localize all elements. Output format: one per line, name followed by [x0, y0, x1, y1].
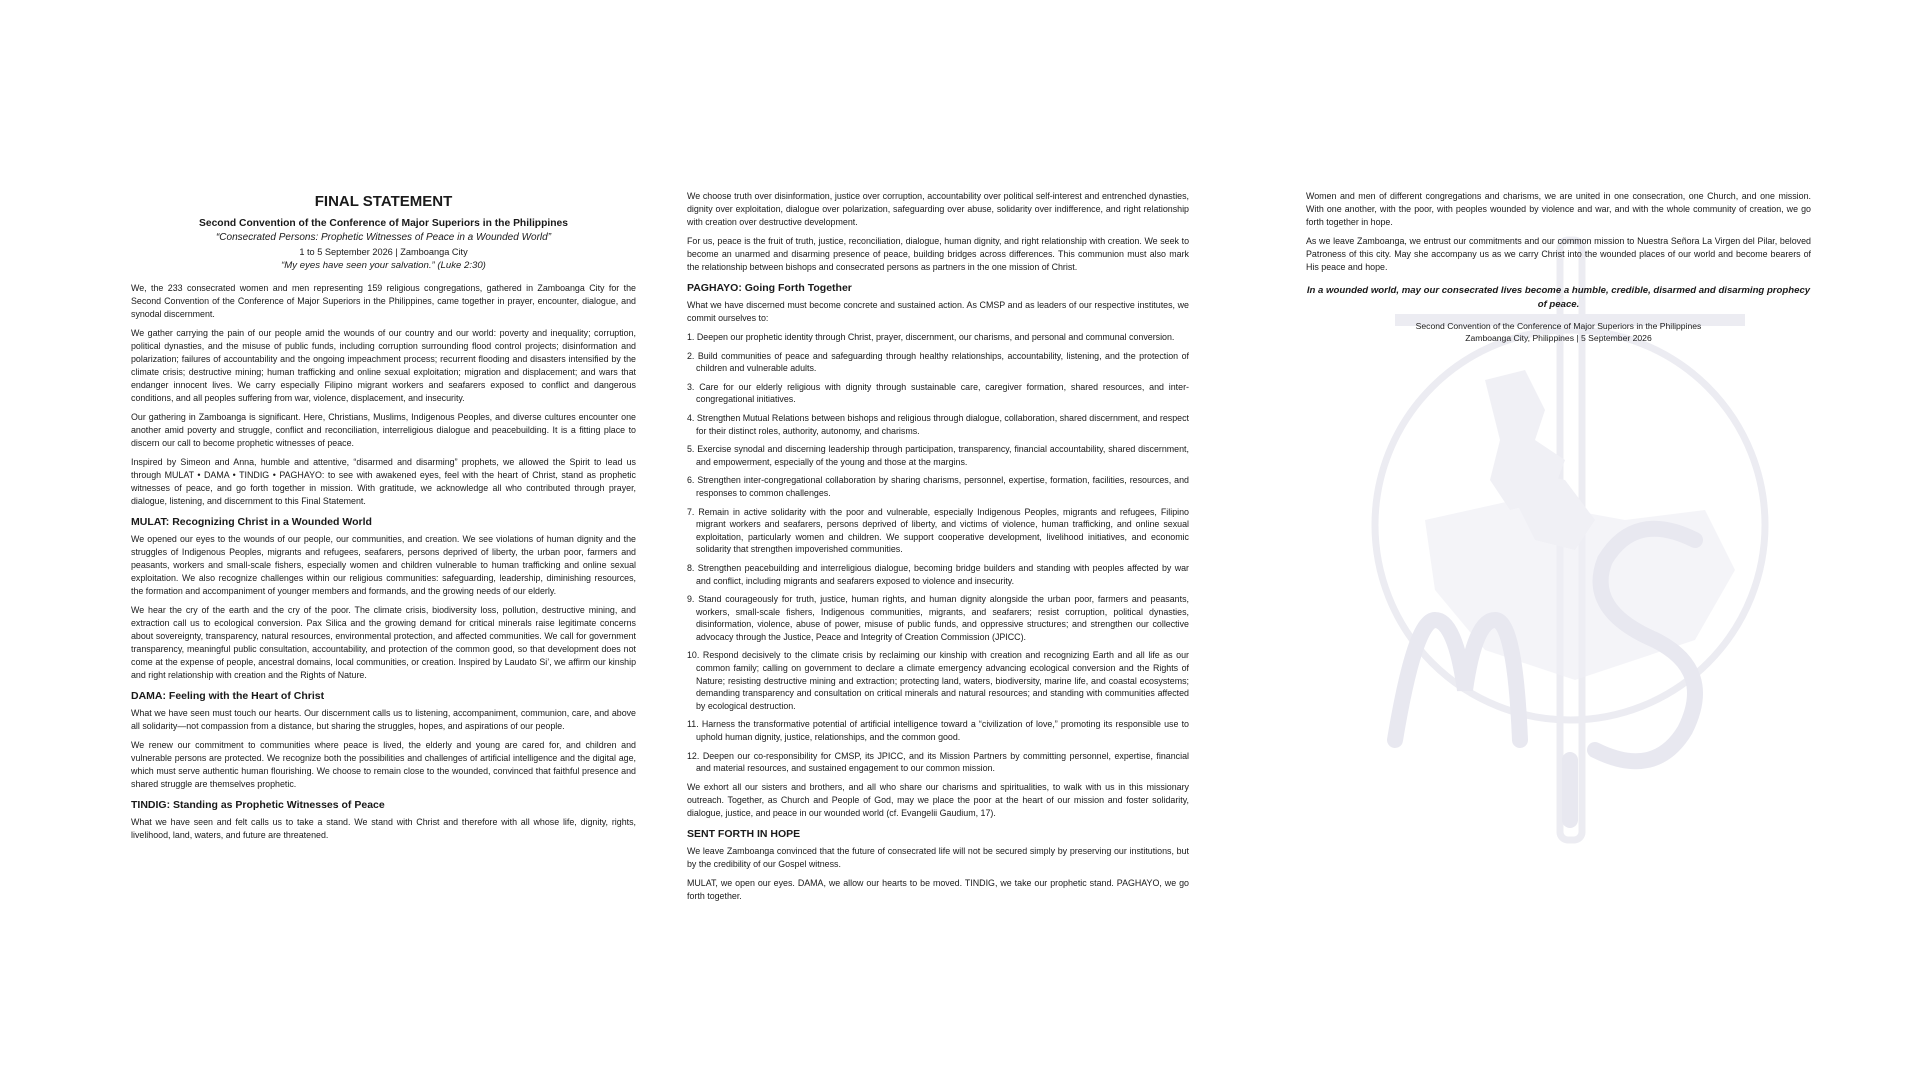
commitment-item: 2. Build communities of peace and safeguarding through healthy relationships, accountability, listening, and the protection of children and vulnerable adults.: [687, 350, 1189, 374]
commitment-item: 3. Care for our elderly religious with dignity through sustainable care, caregiver formation, shared resources, and inter-congregational initiatives.: [687, 381, 1189, 405]
convention-dates: 1 to 5 September 2026 | Zamboanga City: [299, 247, 468, 257]
document-title: FINAL STATEMENT: [314, 193, 453, 210]
paghayo-intro: What we have discerned must become concrete and sustained action. As CMSP and as leaders of our respective institutes, we commit ourselves to:: [687, 300, 1189, 323]
tindig-continued-paragraph: We choose truth over disinformation, justice over corruption, accountability over political self-interest and entrenched dynasties, dignity over exploitation, dialogue over polarization, safeguarding over abuse, solidarity over indifference, and right relationship with creation over destructive development.: [687, 191, 1189, 227]
commitment-item: 9. Stand courageously for truth, justice, human rights, and human dignity alongside the urban poor, farmers and peasants, workers, small-scale fishers, Indigenous communities, migrants, and seafarers; resist corruption, political dynasties, disinformation, violence, abuse of power, misuse of public funds, and oppressive structures; and strengthen our collective advocacy through the Justice, Peace and Integrity of Creation Commission (JPICC).: [687, 594, 1189, 642]
section-heading-paghayo: PAGHAYO: Going Forth Together: [687, 282, 852, 294]
page-3: [1306, 190, 1811, 344]
mulat-paragraph: We hear the cry of the earth and the cry of the poor. The climate crisis, biodiversity loss, pollution, destructive mining, and extraction call us to ecological conversion. Pax Silica and the growing demand for critical minerals raise legitimate concerns about sovereignty, transparency, natural resources, environmental protection, and affected communities. We call for government transparency, meaningful public consultation, accountability, and protection of the common good, so that development does not come at the expense of people, ancestral domains, local communities, or creation. Inspired by Laudato Si’, we affirm our kinship and right relationship with creation and the Rights of Nature.: [131, 605, 636, 680]
mulat-paragraph: We opened our eyes to the wounds of our people, our communities, and creation. We see violations of human dignity and the struggles of Indigenous Peoples, migrants and refugees, seafarers, persons deprived of liberty, the urban poor, farmers and peasants, workers and small-scale fishers, especially women and children vulnerable to human trafficking and online sexual exploitation. We also recognize challenges within our religious communities: safeguarding, leadership, diminishing resources, the formation and accompaniment of younger members and formands, and the growing needs of our elderly.: [131, 534, 636, 596]
commitment-item: 4. Strengthen Mutual Relations between bishops and religious through dialogue, collaboration, shared discernment, and respect for their distinct roles, authority, autonomy, and charisms.: [687, 412, 1189, 436]
intro-paragraph: We gather carrying the pain of our people amid the wounds of our country and our world: poverty and inequality; corruption, political dynasties, and the misuse of public funds, including corruption surrounding flood control projects; disinformation and polarization; failures of accountability and the ongoing impeachment process; recurrent flooding and disasters intensified by the climate crisis; destructive mining; human trafficking and online sexual exploitation; migration and displacement; and wars that endanger innocent lives. We carry especially Filipino migrant workers and seafarers exposed to conflict and dangerous conditions, and all peoples suffering from war, violence, displacement, and insecurity.: [131, 328, 636, 403]
section-heading-tindig: TINDIG: Standing as Prophetic Witnesses of Peace: [131, 799, 385, 811]
header-block: [131, 193, 636, 273]
commitment-item: 11. Harness the transformative potential of artificial intelligence toward a “civilization of love,” promoting its responsible use to uphold human dignity, justice, relationships, and the common good.: [687, 719, 1189, 743]
section-heading-sent-forth: SENT FORTH IN HOPE: [687, 827, 801, 840]
commitment-item: 10. Respond decisively to the climate crisis by reclaiming our kinship with creation and recognizing Earth and all life as our common family; calling on government to declare a climate emergency advancing ecological conversion and the Rights of Nature; resisting destructive mining and extraction; protecting land, waters, biodiversity, marine life, and coastal ecosystems; demanding transparency and consultation on critical minerals and natural resources; and standing with communities affected by ecological destruction.: [687, 650, 1189, 711]
exhortation-paragraph: We exhort all our sisters and brothers, and all who share our charisms and spiritualities, to walk with us in this missionary outreach. Together, as Church and People of God, may we place the poor at the heart of our mission and foster solidarity, dialogue, justice, and peace in our wounded world (cf. Evangelii Gaudium, 17).: [687, 781, 1189, 818]
intro-paragraph: We, the 233 consecrated women and men representing 159 religious congregations, gathered in Zamboanga City for the Second Convention of the Conference of Major Superiors in the Philippines, came together in prayer, encounter, dialogue, and synodal discernment.: [131, 283, 636, 319]
document-subtitle: Second Convention of the Conference of Major Superiors in the Philippines: [198, 218, 568, 229]
intro-paragraph: Our gathering in Zamboanga is significant. Here, Christians, Muslims, Indigenous Peoples, and diverse cultures encounter one another amid poverty and struggle, conflict and reconciliation, interreligious dialogue and peacebuilding. It is a fitting place to discern our call to become prophetic witnesses of peace.: [131, 412, 636, 448]
signature-place-date: Zamboanga City, Philippines | 5 September 2026: [1465, 332, 1652, 343]
unity-paragraph: Women and men of different congregations and charisms, we are united in one consecration, one Church, and one mission. With one another, with the poor, with peoples wounded by violence and war, and with the whole community of creation, we go forth together in hope.: [1306, 191, 1811, 227]
sent-forth-paragraph: We leave Zamboanga convinced that the future of consecrated life will not be secured simply by preserving our institutions, but by the credibility of our Gospel witness.: [687, 845, 1189, 869]
convention-theme: “Consecrated Persons: Prophetic Witnesses of Peace in a Wounded World”: [215, 232, 552, 243]
commitment-item: 6. Strengthen inter-congregational collaboration by sharing charisms, personnel, expertise, formation, facilities, resources, and responses to common challenges.: [687, 475, 1189, 498]
commitment-item: 8. Strengthen peacebuilding and interreligious dialogue, becoming bridge builders and standing with peoples affected by war and conflict, including migrants and seafarers exposed to violence and insecurity.: [687, 562, 1189, 586]
signature-line: Second Convention of the Conference of Major Superiors in the Philippines: [1415, 321, 1702, 331]
closing-prayer: In a wounded world, may our consecrated lives become a humble, credible, disarmed and disarming prophecy of peace.: [1306, 285, 1811, 310]
intro-paragraph: Inspired by Simeon and Anna, humble and attentive, “disarmed and disarming” prophets, we allowed the Spirit to lead us through MULAT • DAMA • TINDIG • PAGHAYO: to see with awakened eyes, feel with the heart of Christ, stand as prophetic witnesses of peace, and go forth together in mission. With gratitude, we acknowledge all who contributed through prayer, dialogue, listening, and discernment to this Final Statement.: [131, 457, 636, 506]
section-heading-mulat: MULAT: Recognizing Christ in a Wounded World: [131, 516, 372, 528]
entrustment-paragraph: As we leave Zamboanga, we entrust our commitments and our common mission to Nuestra Señora La Virgen del Pilar, beloved Patroness of this city. May she accompany us as we carry Christ into the wounded places of our world and become bearers of His peace and hope.: [1306, 236, 1811, 272]
scripture-verse: “My eyes have seen your salvation.” (Luke 2:30): [281, 260, 486, 271]
dama-paragraph: What we have seen must touch our hearts. Our discernment calls us to listening, accompaniment, communion, care, and above all solidarity—not compassion from a distance, but sharing the struggles, hopes, and aspirations of our people.: [131, 708, 636, 731]
commitment-item: 12. Deepen our co-responsibility for CMSP, its JPICC, and its Mission Partners by committing personnel, expertise, financial and material resources, and sustained engagement to our common mission.: [687, 750, 1189, 774]
dama-paragraph: We renew our commitment to communities where peace is lived, the elderly and young are cared for, and children and vulnerable persons are protected. We recognize both the possibilities and challenges of artificial intelligence and the digital age, which must serve authentic human flourishing. We choose to remain close to the wounded, convinced that faithful presence and shared struggle are themselves prophetic.: [131, 740, 636, 789]
page-1: [131, 190, 636, 848]
tindig-paragraph: What we have seen and felt calls us to take a stand. We stand with Christ and therefore with all whose life, dignity, rights, livelihood, land, waters, and future are threatened.: [131, 817, 636, 840]
sent-forth-paragraph: MULAT, we open our eyes. DAMA, we allow our hearts to be moved. TINDIG, we take our prophetic stand. PAGHAYO, we go forth together.: [687, 877, 1189, 901]
page-2: [687, 190, 1189, 909]
commitment-item: 5. Exercise synodal and discerning leadership through participation, transparency, financial accountability, shared discernment, and empowerment, especially of the young and those at the margins.: [687, 444, 1189, 467]
peace-paragraph: For us, peace is the fruit of truth, justice, reconciliation, dialogue, human dignity, and right relationship with creation. We seek to become an unarmed and disarming presence of peace, building bridges across differences. This communion must also mark the relationship between bishops and consecrated persons as partners in the one mission of Christ.: [687, 236, 1189, 272]
section-heading-dama: DAMA: Feeling with the Heart of Christ: [131, 690, 325, 702]
commitment-item: 1. Deepen our prophetic identity through Christ, prayer, discernment, our charisms, and personal and communal conversion.: [687, 332, 1175, 342]
commitment-item: 7. Remain in active solidarity with the poor and vulnerable, especially Indigenous Peoples, migrants and refugees, Filipino migrant workers and seafarers, persons deprived of liberty, and victims of violence, human trafficking, and online sexual exploitation, particularly women and children. We support cooperative development, livelihood initiatives, and economic solidarity that strengthen impoverished communities.: [687, 506, 1189, 555]
